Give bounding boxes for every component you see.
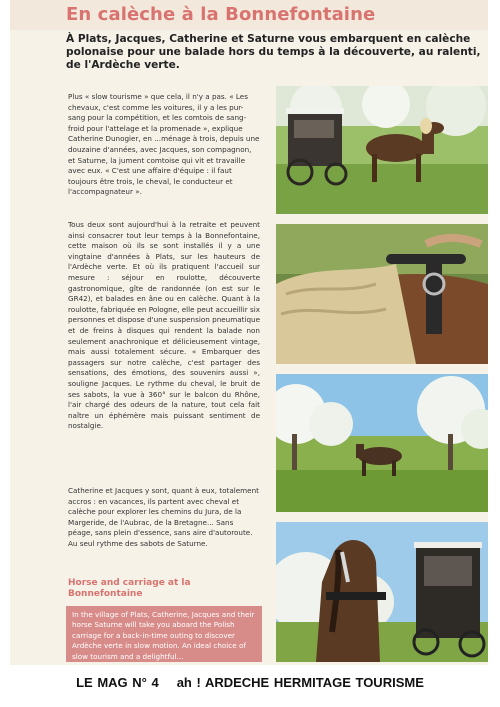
photo-horse-blossoms: [276, 374, 488, 512]
magazine-issue: LE MAG N° 4: [76, 675, 159, 690]
page-footer: [0, 675, 500, 690]
photo-horse-carriage-front: [276, 522, 488, 662]
english-summary-box: [66, 606, 262, 662]
article-lede: À Plats, Jacques, Catherine et Saturne vous embarquent en calèche polonaise pour une balade hors du temps à la découverte, au ralenti, de l'Ardèche verte.: [66, 33, 481, 71]
photo-carriage-orchard: [276, 86, 488, 214]
body-paragraph-3: Catherine et Jacques y sont, quant à eux, totalement accros : en vacances, ils partent avec cheval et calèche pour explorer les chemins du Jura, de la Margeride, de l'Aubrac, de la Bretagne... Sans péage, sans plein d'essence, sans aire d'autoroute. Au seul rythme des sabots de Saturne.: [68, 486, 259, 548]
english-summary-text: In the village of Plats, Catherine, Jacques and their horse Saturne will take you aboard the Polish carriage for a back-in-time outing to discover Ardèche verte in slow motion. An ideal choice of slow tourism and a delightful...: [72, 610, 255, 661]
article-title: En calèche à la Bonnefontaine: [66, 4, 376, 25]
english-heading: Horse and carriage at la Bonnefontaine: [68, 578, 191, 599]
magazine-publisher: ah ! ARDECHE HERMITAGE TOURISME: [176, 675, 424, 690]
body-paragraph-1: Plus « slow tourisme » que cela, il n'y a pas. « Les chevaux, c'est comme les voitures, il y a les pur-sang pour la compétition, et les comtois de sang-froid pour l'attelage et la promenade », explique Catherine Dunogier, en ...ménage à trois, depuis une douzaine d'années, avec Jacques, son compagnon, et Saturne, la jument comtoise qui vit et travaille avec eux. « C'est une affaire d'équipe : il faut toujours être trois, le cheval, le conducteur et l'accompagnateur ».: [68, 92, 260, 197]
body-paragraph-2: Tous deux sont aujourd'hui à la retraite et peuvent ainsi consacrer tout leur temps à la Bonnefontaine, cette maison où ils se sont installés il y a une vingtaine d'années à Plats, sur les hauteurs de l'Ardèche verte. Et où ils pratiquent l'accueil sur mesure : séjour en roulotte, découverte gastronomique, gîte de randonnée (on est sur le GR42), et balades en âne ou en calèche. Quant à la roulotte, fabriquée en Pologne, elle peut accueillir six personnes et dispose d'une suspension pneumatique et de freins à disques qui rendent la balade non seulement anachronique et délicieusement vintage, mais aussi totalement sécure. « Embarquer des passagers sur notre calèche, c'est partager des sensations, des émotions, des souvenirs aussi », souligne Jacques. Le rythme du cheval, le bruit de ses sabots, la vue à 360° sur le balcon du Rhône, l'air chargé des odeurs de la nature, tout cela fait naître un éphémère mais puissant sentiment de nostalgie.: [68, 220, 260, 431]
photo-horse-mane: [276, 224, 488, 364]
magazine-page: [10, 0, 488, 665]
